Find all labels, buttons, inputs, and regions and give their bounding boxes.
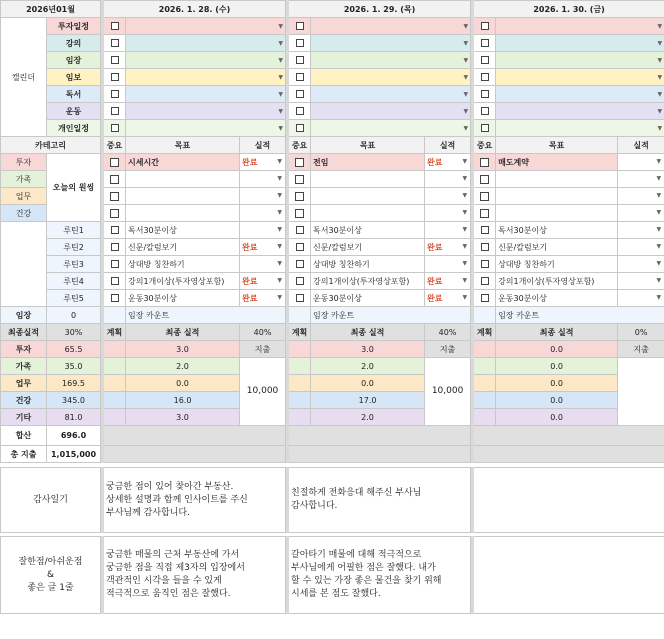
gratitude-label: 감사일기	[1, 468, 101, 533]
goal-result-select[interactable]: 완료 ▼	[240, 154, 286, 171]
calendar-checkbox[interactable]	[481, 73, 489, 81]
summary-category: 기타	[1, 409, 47, 426]
calendar-dropdown[interactable]	[126, 18, 286, 35]
calendar-label: 캘린더	[1, 18, 47, 137]
goal-result-select[interactable]	[240, 188, 286, 205]
importance-header: 중요	[104, 137, 126, 154]
calendar-dropdown[interactable]	[126, 35, 286, 52]
chevron-down-icon: ▼	[657, 73, 663, 81]
calendar-dropdown[interactable]	[126, 103, 286, 120]
calendar-row-label: 개인일정	[47, 120, 101, 137]
result-header: 실적	[240, 137, 286, 154]
day-final-pct: 40%	[240, 324, 286, 341]
review-entry[interactable]	[474, 537, 664, 614]
review-entry[interactable]: 궁금한 매물의 근처 부동산에 가서 궁금한 점을 직접 제3자의 입장에서 객관적인 시각을 들을 수 있게 적극적으로 움직인 점은 잘했다.	[104, 537, 286, 614]
goal-result-select[interactable]	[240, 171, 286, 188]
chevron-down-icon: ▼	[277, 209, 283, 216]
goal-checkbox[interactable]	[110, 192, 119, 201]
chevron-down-icon: ▼	[278, 22, 284, 30]
calendar-checkbox[interactable]	[296, 107, 304, 115]
chevron-down-icon: ▼	[277, 158, 283, 165]
routine-item: 상대방 칭찬하기	[126, 256, 240, 273]
calendar-checkbox[interactable]	[296, 73, 304, 81]
routine-item: 독서30분이상	[496, 222, 618, 239]
chevron-down-icon: ▼	[463, 107, 469, 115]
goal-checkbox[interactable]	[480, 209, 489, 218]
routine-item: 강의1개이상(투자영상포함)	[126, 273, 240, 290]
chevron-down-icon: ▼	[656, 192, 662, 199]
day-expense-value: 10,000	[425, 358, 471, 426]
calendar-checkbox[interactable]	[111, 39, 119, 47]
goal-text[interactable]: 시세시간	[126, 154, 240, 171]
routine-result-select[interactable]	[618, 222, 664, 239]
gratitude-entry[interactable]	[474, 468, 664, 533]
chevron-down-icon: ▼	[277, 260, 283, 267]
summary-category: 투자	[1, 341, 47, 358]
calendar-checkbox[interactable]	[481, 56, 489, 64]
routine-checkbox[interactable]	[481, 243, 489, 251]
calendar-checkbox[interactable]	[296, 22, 304, 30]
calendar-dropdown[interactable]	[311, 86, 471, 103]
spend-total-value: 1,015,000	[47, 446, 101, 463]
goal-checkbox[interactable]	[110, 158, 119, 167]
plan-label: 계획	[289, 324, 311, 341]
chevron-down-icon: ▼	[462, 158, 468, 165]
chevron-down-icon: ▼	[463, 39, 469, 47]
routine-checkbox[interactable]	[111, 226, 119, 234]
routine-checkbox[interactable]	[296, 294, 304, 302]
imjang-count-label: 임장 카운트	[496, 307, 664, 324]
routine-checkbox[interactable]	[296, 243, 304, 251]
chevron-down-icon: ▼	[462, 277, 468, 284]
routine-label: 루틴4	[47, 273, 101, 290]
chevron-down-icon: ▼	[463, 56, 469, 64]
goal-header: 목표	[311, 137, 425, 154]
calendar-dropdown[interactable]	[311, 52, 471, 69]
day-category-value: 3.0	[126, 409, 240, 426]
calendar-checkbox[interactable]	[481, 22, 489, 30]
routine-result-select[interactable]	[618, 256, 664, 273]
spend-total-label: 총 지출	[1, 446, 47, 463]
chevron-down-icon: ▼	[657, 56, 663, 64]
chevron-down-icon: ▼	[278, 107, 284, 115]
routine-result-select[interactable]	[240, 222, 286, 239]
goal-result-select[interactable]	[618, 171, 664, 188]
day-final-label: 최종 실적	[311, 324, 425, 341]
goal-checkbox[interactable]	[295, 175, 304, 184]
expense-label: 지출	[618, 341, 664, 358]
calendar-dropdown[interactable]	[311, 120, 471, 137]
importance-header: 중요	[289, 137, 311, 154]
routine-checkbox[interactable]	[111, 277, 119, 285]
imjang-label: 임장	[1, 307, 47, 324]
goal-result-select[interactable]	[618, 205, 664, 222]
routine-item: 독서30분이상	[311, 222, 425, 239]
calendar-row-label: 임장	[47, 52, 101, 69]
calendar-dropdown[interactable]	[496, 18, 664, 35]
summary-value: 81.0	[47, 409, 101, 426]
goal-header: 목표	[496, 137, 618, 154]
total-label: 합산	[1, 426, 47, 446]
routine-result-select[interactable]: 완료 ▼	[240, 273, 286, 290]
routine-result-select[interactable]: 완료 ▼	[425, 273, 471, 290]
goal-result-select[interactable]: 완료 ▼	[425, 154, 471, 171]
day-final-pct: 0%	[618, 324, 664, 341]
calendar-dropdown[interactable]	[126, 120, 286, 137]
day-final-label: 최종 실적	[126, 324, 240, 341]
chevron-down-icon: ▼	[657, 22, 663, 30]
calendar-dropdown[interactable]	[311, 69, 471, 86]
routine-result-select[interactable]: 완료 ▼	[425, 239, 471, 256]
routine-item: 운동30분이상	[496, 290, 618, 307]
chevron-down-icon: ▼	[277, 277, 283, 284]
calendar-checkbox[interactable]	[481, 39, 489, 47]
chevron-down-icon: ▼	[656, 158, 662, 165]
chevron-down-icon: ▼	[463, 90, 469, 98]
chevron-down-icon: ▼	[656, 209, 662, 216]
chevron-down-icon: ▼	[462, 294, 468, 301]
routine-item: 상대방 칭찬하기	[311, 256, 425, 273]
chevron-down-icon: ▼	[656, 260, 662, 267]
routine-result-select[interactable]	[618, 239, 664, 256]
routine-item: 운동30분이상	[311, 290, 425, 307]
calendar-dropdown[interactable]	[311, 18, 471, 35]
chevron-down-icon: ▼	[463, 124, 469, 132]
routine-checkbox[interactable]	[481, 260, 489, 268]
chevron-down-icon: ▼	[278, 124, 284, 132]
final-result-value: 30%	[47, 324, 101, 341]
routine-item: 독서30분이상	[126, 222, 240, 239]
goal-text[interactable]: 매도계약	[496, 154, 618, 171]
total-value: 696.0	[47, 426, 101, 446]
routine-checkbox[interactable]	[111, 294, 119, 302]
chevron-down-icon: ▼	[656, 243, 662, 250]
goal-text[interactable]: 전임	[311, 154, 425, 171]
importance-header: 중요	[474, 137, 496, 154]
goal-checkbox[interactable]	[480, 175, 489, 184]
calendar-dropdown[interactable]	[126, 86, 286, 103]
chevron-down-icon: ▼	[656, 175, 662, 182]
plan-label: 계획	[104, 324, 126, 341]
calendar-checkbox[interactable]	[296, 56, 304, 64]
goal-checkbox[interactable]	[480, 158, 489, 167]
chevron-down-icon: ▼	[277, 192, 283, 199]
goal-text[interactable]	[496, 171, 618, 188]
goal-result-select[interactable]	[618, 188, 664, 205]
summary-category: 건강	[1, 392, 47, 409]
calendar-checkbox[interactable]	[481, 90, 489, 98]
day-category-value: 2.0	[311, 409, 425, 426]
summary-category: 가족	[1, 358, 47, 375]
chevron-down-icon: ▼	[277, 243, 283, 250]
routine-label: 루틴5	[47, 290, 101, 307]
goal-result-select[interactable]	[425, 171, 471, 188]
review-label-line3: 좋은 글 1줄	[27, 582, 74, 593]
routine-item: 신문/칼럼보기	[496, 239, 618, 256]
day-category-value: 0.0	[496, 341, 618, 358]
category-work: 업무	[1, 188, 47, 205]
day-category-value: 0.0	[496, 358, 618, 375]
routine-checkbox[interactable]	[481, 277, 489, 285]
calendar-dropdown[interactable]	[311, 103, 471, 120]
day2-date: 2026. 1. 29. (목)	[289, 1, 471, 18]
goal-checkbox[interactable]	[295, 158, 304, 167]
chevron-down-icon: ▼	[277, 175, 283, 182]
goal-result-select[interactable]	[618, 154, 664, 171]
day-category-value: 16.0	[126, 392, 240, 409]
routine-item: 신문/칼럼보기	[126, 239, 240, 256]
chevron-down-icon: ▼	[657, 90, 663, 98]
day-category-value: 2.0	[311, 358, 425, 375]
chevron-down-icon: ▼	[657, 107, 663, 115]
chevron-down-icon: ▼	[462, 209, 468, 216]
calendar-dropdown[interactable]	[496, 103, 664, 120]
goal-checkbox[interactable]	[295, 209, 304, 218]
chevron-down-icon: ▼	[278, 39, 284, 47]
today-one-thing-label: 오늘의 원씽	[47, 154, 101, 222]
chevron-down-icon: ▼	[463, 73, 469, 81]
calendar-row-label: 강의	[47, 35, 101, 52]
final-result-label: 최종실적	[1, 324, 47, 341]
summary-value: 35.0	[47, 358, 101, 375]
chevron-down-icon: ▼	[656, 277, 662, 284]
calendar-dropdown[interactable]	[496, 69, 664, 86]
routine-result-select[interactable]	[618, 273, 664, 290]
day-expense-value	[618, 358, 664, 426]
calendar-checkbox[interactable]	[111, 22, 119, 30]
plan-label: 계획	[474, 324, 496, 341]
calendar-row-label: 임보	[47, 69, 101, 86]
routine-label: 루틴1	[47, 222, 101, 239]
chevron-down-icon: ▼	[277, 226, 283, 233]
calendar-dropdown[interactable]	[126, 69, 286, 86]
routine-checkbox[interactable]	[111, 260, 119, 268]
calendar-checkbox[interactable]	[111, 90, 119, 98]
goal-text[interactable]	[126, 171, 240, 188]
day-final-pct: 40%	[425, 324, 471, 341]
routine-checkbox[interactable]	[111, 243, 119, 251]
expense-label: 지출	[425, 341, 471, 358]
calendar-dropdown[interactable]	[496, 120, 664, 137]
day-category-value: 3.0	[126, 341, 240, 358]
day-category-value: 17.0	[311, 392, 425, 409]
chevron-down-icon: ▼	[277, 294, 283, 301]
goal-text[interactable]	[496, 188, 618, 205]
routine-result-select[interactable]	[240, 256, 286, 273]
goal-checkbox[interactable]	[110, 175, 119, 184]
review-label	[1, 537, 101, 614]
routine-item: 상대방 칭찬하기	[496, 256, 618, 273]
gratitude-entry[interactable]: 궁금한 점이 있어 찾아간 부동산. 상세한 설명과 함께 인사이트를 주신 부사님께 감사합니다.	[104, 468, 286, 533]
routine-result-select[interactable]: 완료 ▼	[240, 290, 286, 307]
chevron-down-icon: ▼	[462, 192, 468, 199]
day-category-value: 0.0	[496, 409, 618, 426]
calendar-checkbox[interactable]	[481, 107, 489, 115]
chevron-down-icon: ▼	[656, 294, 662, 301]
chevron-down-icon: ▼	[278, 90, 284, 98]
routine-item: 강의1개이상(투자영상포함)	[311, 273, 425, 290]
calendar-checkbox[interactable]	[296, 90, 304, 98]
routine-label: 루틴2	[47, 239, 101, 256]
calendar-checkbox[interactable]	[296, 39, 304, 47]
goal-result-select[interactable]	[240, 205, 286, 222]
review-label-line2: &	[46, 569, 55, 580]
chevron-down-icon: ▼	[656, 226, 662, 233]
routine-result-select[interactable]	[425, 222, 471, 239]
goal-result-select[interactable]	[425, 205, 471, 222]
result-header: 실적	[618, 137, 664, 154]
day-final-label: 최종 실적	[496, 324, 618, 341]
chevron-down-icon: ▼	[657, 124, 663, 132]
chevron-down-icon: ▼	[462, 243, 468, 250]
routine-label: 루틴3	[47, 256, 101, 273]
routine-checkbox[interactable]	[481, 226, 489, 234]
chevron-down-icon: ▼	[278, 73, 284, 81]
calendar-row-label: 독서	[47, 86, 101, 103]
routine-result-select[interactable]	[618, 290, 664, 307]
goal-text[interactable]	[311, 171, 425, 188]
calendar-checkbox[interactable]	[296, 124, 304, 132]
routine-item: 운동30분이상	[126, 290, 240, 307]
day-category-value: 0.0	[126, 375, 240, 392]
routine-checkbox[interactable]	[296, 277, 304, 285]
routine-item: 강의1개이상(투자영상포함)	[496, 273, 618, 290]
day-category-value: 0.0	[311, 375, 425, 392]
chevron-down-icon: ▼	[462, 226, 468, 233]
chevron-down-icon: ▼	[462, 260, 468, 267]
goal-text[interactable]	[311, 188, 425, 205]
day3-date: 2026. 1. 30. (금)	[474, 1, 664, 18]
review-label-line1: 잘한점/아쉬운점	[18, 556, 83, 567]
day-category-value: 0.0	[496, 392, 618, 409]
calendar-dropdown[interactable]	[311, 35, 471, 52]
chevron-down-icon: ▼	[462, 175, 468, 182]
day-category-value: 2.0	[126, 358, 240, 375]
calendar-checkbox[interactable]	[111, 56, 119, 64]
calendar-dropdown[interactable]	[496, 35, 664, 52]
calendar-row-label: 운동	[47, 103, 101, 120]
category-invest: 투자	[1, 154, 47, 171]
gratitude-entry[interactable]: 친절하게 전화응대 해주신 부사님 감사합니다.	[289, 468, 471, 533]
goal-result-select[interactable]	[425, 188, 471, 205]
goal-text[interactable]	[126, 188, 240, 205]
goal-checkbox[interactable]	[480, 192, 489, 201]
routine-checkbox[interactable]	[481, 294, 489, 302]
routine-result-select[interactable]	[425, 256, 471, 273]
calendar-checkbox[interactable]	[111, 73, 119, 81]
routine-item: 신문/칼럼보기	[311, 239, 425, 256]
result-header: 실적	[425, 137, 471, 154]
calendar-checkbox[interactable]	[111, 107, 119, 115]
day-category-value: 0.0	[496, 375, 618, 392]
chevron-down-icon: ▼	[463, 22, 469, 30]
goal-checkbox[interactable]	[110, 209, 119, 218]
calendar-dropdown[interactable]	[496, 52, 664, 69]
review-entry[interactable]: 갈아타기 매물에 대해 적극적으로 부사님에게 어필한 점은 잘했다. 내가 할 수 있는 가장 좋은 물건을 찾기 위해 시세를 본 점도 잘했다.	[289, 537, 471, 614]
day1-date: 2026. 1. 28. (수)	[104, 1, 286, 18]
goal-text[interactable]	[311, 205, 425, 222]
imjang-value: 0	[47, 307, 101, 324]
day-expense-value: 10,000	[240, 358, 286, 426]
summary-value: 345.0	[47, 392, 101, 409]
calendar-dropdown[interactable]	[126, 52, 286, 69]
goal-text[interactable]	[126, 205, 240, 222]
routine-result-select[interactable]: 완료 ▼	[425, 290, 471, 307]
expense-label: 지출	[240, 341, 286, 358]
chevron-down-icon: ▼	[657, 39, 663, 47]
calendar-checkbox[interactable]	[481, 124, 489, 132]
goal-text[interactable]	[496, 205, 618, 222]
summary-value: 169.5	[47, 375, 101, 392]
summary-value: 65.5	[47, 341, 101, 358]
goal-header: 목표	[126, 137, 240, 154]
day-category-value: 3.0	[311, 341, 425, 358]
routine-result-select[interactable]: 완료 ▼	[240, 239, 286, 256]
goal-checkbox[interactable]	[295, 192, 304, 201]
category-health: 건강	[1, 205, 47, 222]
routine-checkbox[interactable]	[296, 226, 304, 234]
category-header: 카테고리	[1, 137, 101, 154]
category-family: 가족	[1, 171, 47, 188]
chevron-down-icon: ▼	[278, 56, 284, 64]
imjang-count-label: 임장 카운트	[126, 307, 286, 324]
month-label: 2026년01월	[1, 1, 101, 18]
calendar-checkbox[interactable]	[111, 124, 119, 132]
imjang-count-label: 임장 카운트	[311, 307, 471, 324]
calendar-row-label: 투자일정	[47, 18, 101, 35]
summary-category: 업무	[1, 375, 47, 392]
routine-checkbox[interactable]	[296, 260, 304, 268]
calendar-dropdown[interactable]	[496, 86, 664, 103]
